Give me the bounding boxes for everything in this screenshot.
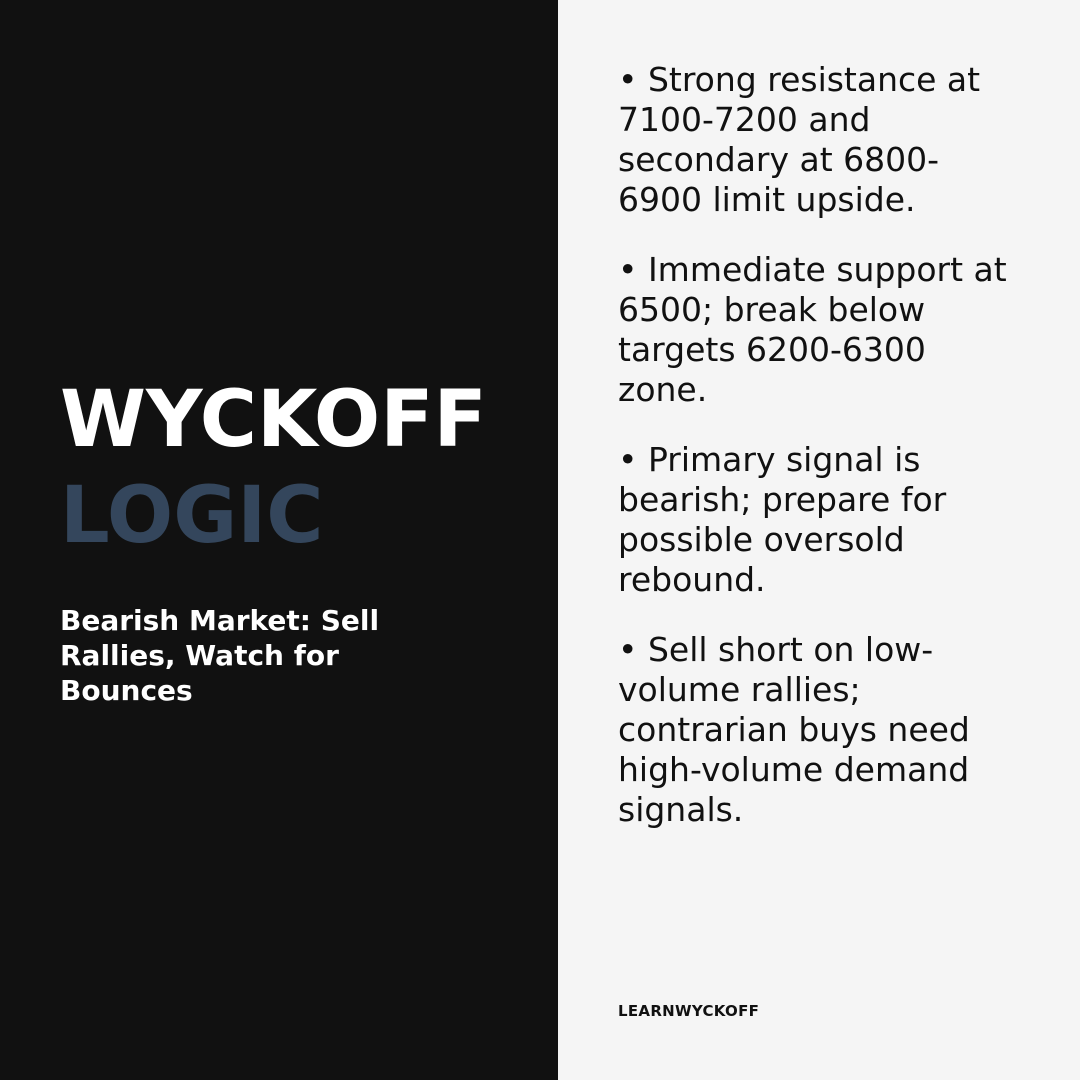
title-line-wyckoff: WYCKOFF (60, 375, 487, 465)
market-subtitle: Bearish Market: Sell Rallies, Watch for Bounces (60, 604, 380, 707)
bullet-list (618, 60, 1018, 860)
bullet-item-support: • Immediate support at 6500; break below targets 6200-6300 zone. (618, 250, 1007, 409)
footer-brand: LEARNWYCKOFF (618, 1002, 760, 1020)
right-panel (558, 0, 1080, 1080)
bullet-item-strategy: • Sell short on low-volume rallies; contrarian buys need high-volume demand signals. (618, 630, 970, 829)
bullet-item-resistance: • Strong resistance at 7100-7200 and secondary at 6800-6900 limit upside. (618, 60, 981, 219)
brand-title (60, 372, 487, 564)
bullet-item-signal: • Primary signal is bearish; prepare for possible oversold rebound. (618, 440, 947, 599)
title-line-logic: LOGIC (60, 471, 324, 561)
